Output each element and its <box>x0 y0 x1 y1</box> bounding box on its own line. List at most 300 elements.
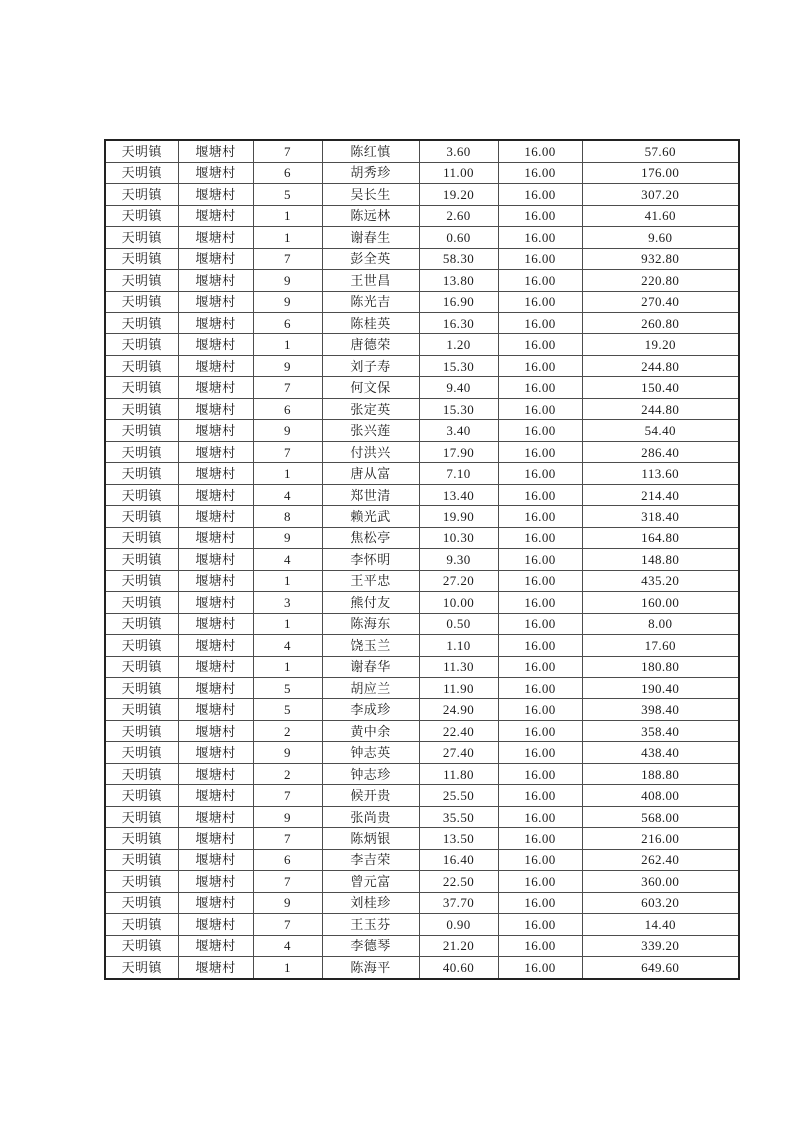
cell-amount: 216.00 <box>582 828 739 849</box>
cell-group: 1 <box>253 205 322 226</box>
cell-name: 胡秀珍 <box>322 162 419 183</box>
cell-name: 付洪兴 <box>322 441 419 462</box>
cell-quantity: 17.90 <box>419 441 498 462</box>
cell-amount: 188.80 <box>582 763 739 784</box>
cell-name: 何文保 <box>322 377 419 398</box>
cell-name: 胡应兰 <box>322 677 419 698</box>
cell-group: 7 <box>253 441 322 462</box>
cell-village: 堰塘村 <box>178 291 253 312</box>
cell-group: 6 <box>253 313 322 334</box>
cell-amount: 932.80 <box>582 248 739 269</box>
cell-amount: 438.40 <box>582 742 739 763</box>
table-row <box>105 355 739 376</box>
cell-name: 唐德荣 <box>322 334 419 355</box>
cell-town: 天明镇 <box>105 935 178 956</box>
cell-quantity: 13.80 <box>419 270 498 291</box>
cell-unit-price: 16.00 <box>498 248 582 269</box>
cell-quantity: 27.40 <box>419 742 498 763</box>
cell-group: 5 <box>253 677 322 698</box>
cell-amount: 14.40 <box>582 914 739 935</box>
cell-village: 堰塘村 <box>178 377 253 398</box>
cell-quantity: 15.30 <box>419 398 498 419</box>
cell-town: 天明镇 <box>105 270 178 291</box>
table-row <box>105 527 739 548</box>
cell-quantity: 9.30 <box>419 549 498 570</box>
cell-group: 7 <box>253 377 322 398</box>
cell-unit-price: 16.00 <box>498 420 582 441</box>
cell-town: 天明镇 <box>105 763 178 784</box>
table-row <box>105 656 739 677</box>
cell-name: 候开贵 <box>322 785 419 806</box>
table-row <box>105 506 739 527</box>
cell-unit-price: 16.00 <box>498 291 582 312</box>
cell-name: 焦松亭 <box>322 527 419 548</box>
cell-quantity: 1.10 <box>419 635 498 656</box>
cell-name: 唐从富 <box>322 463 419 484</box>
cell-village: 堰塘村 <box>178 140 253 162</box>
cell-amount: 260.80 <box>582 313 739 334</box>
table-row <box>105 227 739 248</box>
cell-name: 郑世清 <box>322 484 419 505</box>
cell-name: 王世昌 <box>322 270 419 291</box>
cell-town: 天明镇 <box>105 570 178 591</box>
cell-group: 9 <box>253 270 322 291</box>
cell-unit-price: 16.00 <box>498 441 582 462</box>
cell-unit-price: 16.00 <box>498 892 582 913</box>
cell-group: 7 <box>253 140 322 162</box>
cell-quantity: 22.40 <box>419 720 498 741</box>
cell-town: 天明镇 <box>105 720 178 741</box>
cell-village: 堰塘村 <box>178 871 253 892</box>
cell-quantity: 0.90 <box>419 914 498 935</box>
cell-quantity: 16.90 <box>419 291 498 312</box>
cell-amount: 649.60 <box>582 957 739 979</box>
table-row <box>105 377 739 398</box>
cell-village: 堰塘村 <box>178 184 253 205</box>
cell-amount: 54.40 <box>582 420 739 441</box>
cell-village: 堰塘村 <box>178 720 253 741</box>
cell-town: 天明镇 <box>105 806 178 827</box>
cell-group: 1 <box>253 613 322 634</box>
table-row <box>105 441 739 462</box>
cell-name: 刘子寿 <box>322 355 419 376</box>
cell-quantity: 2.60 <box>419 205 498 226</box>
cell-amount: 398.40 <box>582 699 739 720</box>
cell-unit-price: 16.00 <box>498 570 582 591</box>
cell-name: 王平忠 <box>322 570 419 591</box>
cell-town: 天明镇 <box>105 484 178 505</box>
cell-group: 2 <box>253 763 322 784</box>
cell-group: 2 <box>253 720 322 741</box>
cell-amount: 408.00 <box>582 785 739 806</box>
cell-town: 天明镇 <box>105 227 178 248</box>
cell-village: 堰塘村 <box>178 162 253 183</box>
table-row <box>105 871 739 892</box>
cell-quantity: 10.00 <box>419 592 498 613</box>
cell-village: 堰塘村 <box>178 227 253 248</box>
cell-town: 天明镇 <box>105 785 178 806</box>
cell-quantity: 10.30 <box>419 527 498 548</box>
cell-amount: 244.80 <box>582 398 739 419</box>
cell-village: 堰塘村 <box>178 828 253 849</box>
cell-name: 陈远林 <box>322 205 419 226</box>
cell-amount: 8.00 <box>582 613 739 634</box>
cell-amount: 180.80 <box>582 656 739 677</box>
cell-town: 天明镇 <box>105 677 178 698</box>
cell-amount: 339.20 <box>582 935 739 956</box>
cell-unit-price: 16.00 <box>498 506 582 527</box>
table-row <box>105 699 739 720</box>
cell-town: 天明镇 <box>105 291 178 312</box>
cell-name: 陈海平 <box>322 957 419 979</box>
table-row <box>105 398 739 419</box>
cell-quantity: 11.80 <box>419 763 498 784</box>
cell-unit-price: 16.00 <box>498 398 582 419</box>
cell-town: 天明镇 <box>105 742 178 763</box>
cell-town: 天明镇 <box>105 334 178 355</box>
cell-amount: 150.40 <box>582 377 739 398</box>
cell-town: 天明镇 <box>105 635 178 656</box>
cell-name: 李吉荣 <box>322 849 419 870</box>
cell-amount: 41.60 <box>582 205 739 226</box>
cell-village: 堰塘村 <box>178 849 253 870</box>
cell-unit-price: 16.00 <box>498 935 582 956</box>
cell-group: 1 <box>253 227 322 248</box>
table-body <box>105 140 739 979</box>
table-row <box>105 742 739 763</box>
cell-group: 5 <box>253 184 322 205</box>
cell-unit-price: 16.00 <box>498 484 582 505</box>
cell-unit-price: 16.00 <box>498 742 582 763</box>
cell-town: 天明镇 <box>105 957 178 979</box>
cell-unit-price: 16.00 <box>498 592 582 613</box>
cell-town: 天明镇 <box>105 441 178 462</box>
table-row <box>105 162 739 183</box>
cell-group: 7 <box>253 248 322 269</box>
cell-group: 3 <box>253 592 322 613</box>
cell-quantity: 11.90 <box>419 677 498 698</box>
cell-amount: 214.40 <box>582 484 739 505</box>
cell-unit-price: 16.00 <box>498 334 582 355</box>
cell-amount: 148.80 <box>582 549 739 570</box>
table-row <box>105 463 739 484</box>
cell-village: 堰塘村 <box>178 334 253 355</box>
cell-group: 5 <box>253 699 322 720</box>
table-row <box>105 570 739 591</box>
cell-amount: 244.80 <box>582 355 739 376</box>
cell-village: 堰塘村 <box>178 484 253 505</box>
cell-name: 陈海东 <box>322 613 419 634</box>
table-row <box>105 291 739 312</box>
cell-group: 7 <box>253 828 322 849</box>
table-row <box>105 248 739 269</box>
cell-village: 堰塘村 <box>178 592 253 613</box>
cell-name: 赖光武 <box>322 506 419 527</box>
cell-amount: 176.00 <box>582 162 739 183</box>
cell-village: 堰塘村 <box>178 570 253 591</box>
cell-unit-price: 16.00 <box>498 227 582 248</box>
cell-village: 堰塘村 <box>178 935 253 956</box>
cell-name: 钟志珍 <box>322 763 419 784</box>
cell-village: 堰塘村 <box>178 355 253 376</box>
cell-town: 天明镇 <box>105 914 178 935</box>
cell-town: 天明镇 <box>105 871 178 892</box>
cell-quantity: 24.90 <box>419 699 498 720</box>
cell-village: 堰塘村 <box>178 248 253 269</box>
cell-unit-price: 16.00 <box>498 720 582 741</box>
cell-amount: 286.40 <box>582 441 739 462</box>
cell-unit-price: 16.00 <box>498 463 582 484</box>
cell-quantity: 11.00 <box>419 162 498 183</box>
payment-record-table <box>104 139 740 980</box>
cell-unit-price: 16.00 <box>498 677 582 698</box>
table-row <box>105 205 739 226</box>
table-row <box>105 849 739 870</box>
cell-village: 堰塘村 <box>178 763 253 784</box>
table-row <box>105 334 739 355</box>
cell-village: 堰塘村 <box>178 742 253 763</box>
cell-town: 天明镇 <box>105 248 178 269</box>
cell-amount: 270.40 <box>582 291 739 312</box>
cell-quantity: 9.40 <box>419 377 498 398</box>
cell-village: 堰塘村 <box>178 785 253 806</box>
cell-group: 9 <box>253 742 322 763</box>
cell-town: 天明镇 <box>105 656 178 677</box>
cell-quantity: 37.70 <box>419 892 498 913</box>
cell-group: 6 <box>253 849 322 870</box>
cell-group: 4 <box>253 935 322 956</box>
cell-name: 饶玉兰 <box>322 635 419 656</box>
cell-amount: 358.40 <box>582 720 739 741</box>
cell-town: 天明镇 <box>105 849 178 870</box>
cell-unit-price: 16.00 <box>498 527 582 548</box>
cell-group: 7 <box>253 871 322 892</box>
cell-name: 熊付友 <box>322 592 419 613</box>
table-row <box>105 420 739 441</box>
cell-group: 6 <box>253 398 322 419</box>
table-row <box>105 313 739 334</box>
cell-quantity: 11.30 <box>419 656 498 677</box>
cell-village: 堰塘村 <box>178 957 253 979</box>
cell-village: 堰塘村 <box>178 441 253 462</box>
cell-village: 堰塘村 <box>178 313 253 334</box>
cell-name: 陈桂英 <box>322 313 419 334</box>
cell-unit-price: 16.00 <box>498 184 582 205</box>
cell-name: 钟志英 <box>322 742 419 763</box>
cell-amount: 360.00 <box>582 871 739 892</box>
cell-village: 堰塘村 <box>178 205 253 226</box>
table-row <box>105 806 739 827</box>
cell-unit-price: 16.00 <box>498 763 582 784</box>
cell-town: 天明镇 <box>105 463 178 484</box>
cell-town: 天明镇 <box>105 377 178 398</box>
cell-unit-price: 16.00 <box>498 635 582 656</box>
cell-town: 天明镇 <box>105 184 178 205</box>
cell-amount: 19.20 <box>582 334 739 355</box>
cell-village: 堰塘村 <box>178 699 253 720</box>
cell-unit-price: 16.00 <box>498 871 582 892</box>
table-row <box>105 828 739 849</box>
cell-quantity: 21.20 <box>419 935 498 956</box>
cell-village: 堰塘村 <box>178 635 253 656</box>
table-row <box>105 763 739 784</box>
table-row <box>105 270 739 291</box>
cell-quantity: 27.20 <box>419 570 498 591</box>
cell-unit-price: 16.00 <box>498 205 582 226</box>
cell-unit-price: 16.00 <box>498 656 582 677</box>
table-row <box>105 184 739 205</box>
cell-name: 吴长生 <box>322 184 419 205</box>
cell-town: 天明镇 <box>105 699 178 720</box>
cell-name: 张尚贵 <box>322 806 419 827</box>
cell-group: 9 <box>253 355 322 376</box>
cell-group: 4 <box>253 484 322 505</box>
cell-town: 天明镇 <box>105 506 178 527</box>
cell-unit-price: 16.00 <box>498 914 582 935</box>
cell-amount: 164.80 <box>582 527 739 548</box>
cell-name: 李怀明 <box>322 549 419 570</box>
cell-quantity: 25.50 <box>419 785 498 806</box>
cell-town: 天明镇 <box>105 313 178 334</box>
cell-amount: 220.80 <box>582 270 739 291</box>
cell-name: 张兴莲 <box>322 420 419 441</box>
cell-quantity: 35.50 <box>419 806 498 827</box>
cell-unit-price: 16.00 <box>498 699 582 720</box>
cell-town: 天明镇 <box>105 592 178 613</box>
cell-group: 9 <box>253 806 322 827</box>
cell-amount: 262.40 <box>582 849 739 870</box>
cell-unit-price: 16.00 <box>498 957 582 979</box>
cell-quantity: 40.60 <box>419 957 498 979</box>
cell-village: 堰塘村 <box>178 656 253 677</box>
cell-unit-price: 16.00 <box>498 162 582 183</box>
cell-town: 天明镇 <box>105 398 178 419</box>
cell-town: 天明镇 <box>105 828 178 849</box>
cell-group: 6 <box>253 162 322 183</box>
cell-unit-price: 16.00 <box>498 549 582 570</box>
cell-quantity: 15.30 <box>419 355 498 376</box>
cell-quantity: 1.20 <box>419 334 498 355</box>
cell-group: 9 <box>253 420 322 441</box>
table-row <box>105 785 739 806</box>
cell-quantity: 16.30 <box>419 313 498 334</box>
cell-group: 7 <box>253 785 322 806</box>
cell-name: 张定英 <box>322 398 419 419</box>
cell-unit-price: 16.00 <box>498 355 582 376</box>
table-row <box>105 720 739 741</box>
cell-town: 天明镇 <box>105 420 178 441</box>
cell-town: 天明镇 <box>105 613 178 634</box>
cell-amount: 318.40 <box>582 506 739 527</box>
cell-name: 李成珍 <box>322 699 419 720</box>
cell-name: 谢春华 <box>322 656 419 677</box>
cell-quantity: 19.90 <box>419 506 498 527</box>
cell-village: 堰塘村 <box>178 506 253 527</box>
cell-amount: 113.60 <box>582 463 739 484</box>
cell-name: 刘桂珍 <box>322 892 419 913</box>
cell-group: 4 <box>253 549 322 570</box>
cell-group: 1 <box>253 570 322 591</box>
cell-group: 1 <box>253 656 322 677</box>
cell-unit-price: 16.00 <box>498 313 582 334</box>
table-row <box>105 892 739 913</box>
cell-quantity: 13.40 <box>419 484 498 505</box>
cell-amount: 190.40 <box>582 677 739 698</box>
cell-amount: 307.20 <box>582 184 739 205</box>
cell-amount: 17.60 <box>582 635 739 656</box>
table-row <box>105 484 739 505</box>
cell-group: 1 <box>253 957 322 979</box>
cell-group: 8 <box>253 506 322 527</box>
cell-town: 天明镇 <box>105 892 178 913</box>
cell-unit-price: 16.00 <box>498 377 582 398</box>
cell-quantity: 0.50 <box>419 613 498 634</box>
cell-village: 堰塘村 <box>178 270 253 291</box>
cell-group: 7 <box>253 914 322 935</box>
cell-amount: 9.60 <box>582 227 739 248</box>
cell-town: 天明镇 <box>105 205 178 226</box>
table-row <box>105 677 739 698</box>
cell-group: 1 <box>253 334 322 355</box>
cell-name: 谢春生 <box>322 227 419 248</box>
cell-name: 李德琴 <box>322 935 419 956</box>
cell-name: 彭全英 <box>322 248 419 269</box>
cell-quantity: 3.40 <box>419 420 498 441</box>
cell-unit-price: 16.00 <box>498 613 582 634</box>
cell-amount: 568.00 <box>582 806 739 827</box>
cell-village: 堰塘村 <box>178 677 253 698</box>
table-row <box>105 914 739 935</box>
table-row <box>105 592 739 613</box>
cell-quantity: 3.60 <box>419 140 498 162</box>
table-row <box>105 613 739 634</box>
table-row <box>105 957 739 979</box>
cell-village: 堰塘村 <box>178 613 253 634</box>
cell-village: 堰塘村 <box>178 463 253 484</box>
cell-quantity: 22.50 <box>419 871 498 892</box>
cell-name: 陈红慎 <box>322 140 419 162</box>
cell-amount: 57.60 <box>582 140 739 162</box>
cell-quantity: 13.50 <box>419 828 498 849</box>
cell-name: 黄中余 <box>322 720 419 741</box>
table-row <box>105 140 739 162</box>
cell-group: 4 <box>253 635 322 656</box>
cell-group: 9 <box>253 291 322 312</box>
cell-group: 1 <box>253 463 322 484</box>
cell-village: 堰塘村 <box>178 420 253 441</box>
cell-town: 天明镇 <box>105 140 178 162</box>
cell-unit-price: 16.00 <box>498 140 582 162</box>
cell-quantity: 16.40 <box>419 849 498 870</box>
cell-name: 陈炳银 <box>322 828 419 849</box>
cell-group: 9 <box>253 527 322 548</box>
cell-village: 堰塘村 <box>178 527 253 548</box>
cell-quantity: 58.30 <box>419 248 498 269</box>
cell-village: 堰塘村 <box>178 549 253 570</box>
cell-name: 王玉芬 <box>322 914 419 935</box>
cell-quantity: 0.60 <box>419 227 498 248</box>
cell-quantity: 19.20 <box>419 184 498 205</box>
cell-town: 天明镇 <box>105 527 178 548</box>
cell-unit-price: 16.00 <box>498 828 582 849</box>
cell-name: 陈光吉 <box>322 291 419 312</box>
cell-amount: 603.20 <box>582 892 739 913</box>
cell-unit-price: 16.00 <box>498 785 582 806</box>
cell-unit-price: 16.00 <box>498 270 582 291</box>
table-row <box>105 549 739 570</box>
cell-town: 天明镇 <box>105 549 178 570</box>
cell-unit-price: 16.00 <box>498 849 582 870</box>
